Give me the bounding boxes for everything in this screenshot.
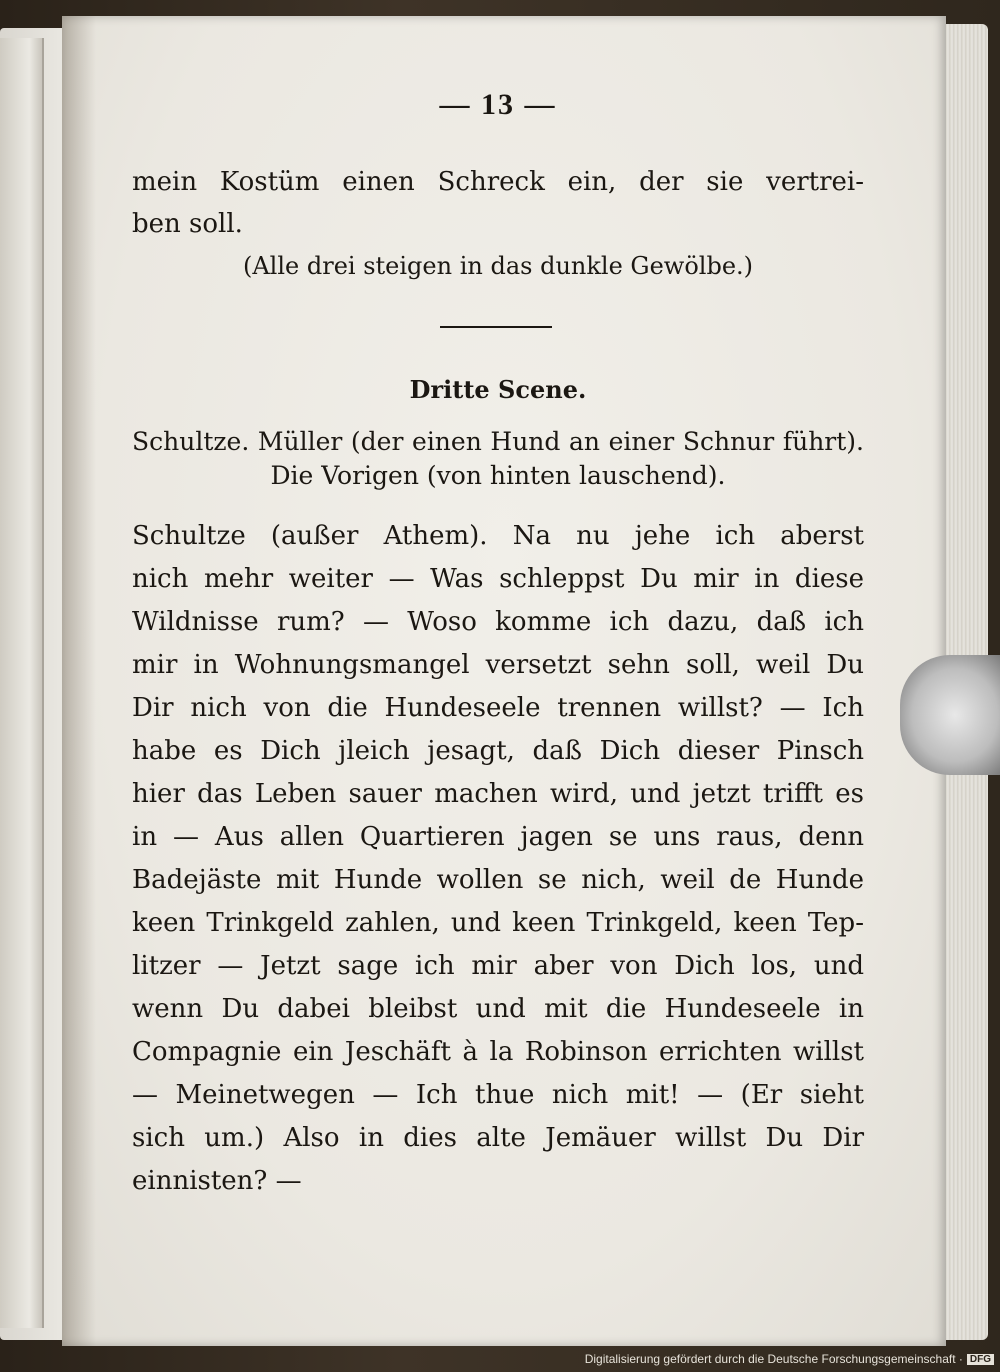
text-line: keen Trinkgeld zahlen, und keen Trinkgeld, keen Tep- bbox=[132, 908, 864, 938]
text-line: ben soll. bbox=[132, 209, 243, 239]
dfg-logo-icon: DFG bbox=[967, 1354, 994, 1365]
credit-text: Digitalisierung gefördert durch die Deutsche Forschungsgemeinschaft · bbox=[584, 1352, 963, 1366]
text-line: mein Kostüm einen Schreck ein, der sie vertrei- bbox=[132, 167, 864, 197]
text-line: Dir nich von die Hundeseele trennen willst? — Ich bbox=[132, 693, 864, 723]
text-line: wenn Du dabei bleibst und mit die Hundeseele in bbox=[132, 994, 864, 1024]
scene-heading: Dritte Scene. bbox=[409, 375, 587, 404]
text-line: Badejäste mit Hunde wollen se nich, weil de Hunde bbox=[132, 865, 864, 895]
page-number: — 13 — bbox=[439, 88, 557, 121]
text-line: litzer — Jetzt sage ich mir aber von Dich los, und bbox=[132, 951, 864, 981]
cast-line: Die Vorigen (von hinten lauschend). bbox=[270, 461, 726, 490]
text-line: hier das Leben sauer machen wird, und jetzt trifft es bbox=[132, 779, 864, 809]
text-line: Schultze (außer Athem). Na nu jehe ich aberst bbox=[132, 521, 864, 551]
text-line: habe es Dich jleich jesagt, daß Dich dieser Pinsch bbox=[132, 736, 864, 766]
text-line: mir in Wohnungsmangel versetzt sehn soll, weil Du bbox=[132, 650, 864, 680]
gutter-shadow bbox=[62, 16, 96, 1346]
text-line: Wildnisse rum? — Woso komme ich dazu, daß ich bbox=[132, 607, 864, 637]
text-line: — Meinetwegen — Ich thue nich mit! — (Er sieht bbox=[132, 1080, 864, 1110]
page-clip-holder bbox=[900, 655, 1000, 775]
text-line: in — Aus allen Quartieren jagen se uns raus, denn bbox=[132, 822, 864, 852]
text-line: nich mehr weiter — Was schleppst Du mir in diese bbox=[132, 564, 864, 594]
stage-direction: (Alle drei steigen in das dunkle Gewölbe.) bbox=[242, 252, 754, 280]
left-page-edge bbox=[0, 38, 44, 1328]
text-line: Compagnie ein Jeschäft à la Robinson errichten willst bbox=[132, 1037, 864, 1067]
cast-line: Schultze. Müller (der einen Hund an einer Schnur führt). bbox=[132, 427, 864, 456]
digitization-credit bbox=[585, 1350, 994, 1368]
text-line: sich um.) Also in dies alte Jemäuer willst Du Dir bbox=[132, 1123, 864, 1153]
section-divider bbox=[440, 326, 552, 328]
text-line: einnisten? — bbox=[132, 1166, 302, 1196]
